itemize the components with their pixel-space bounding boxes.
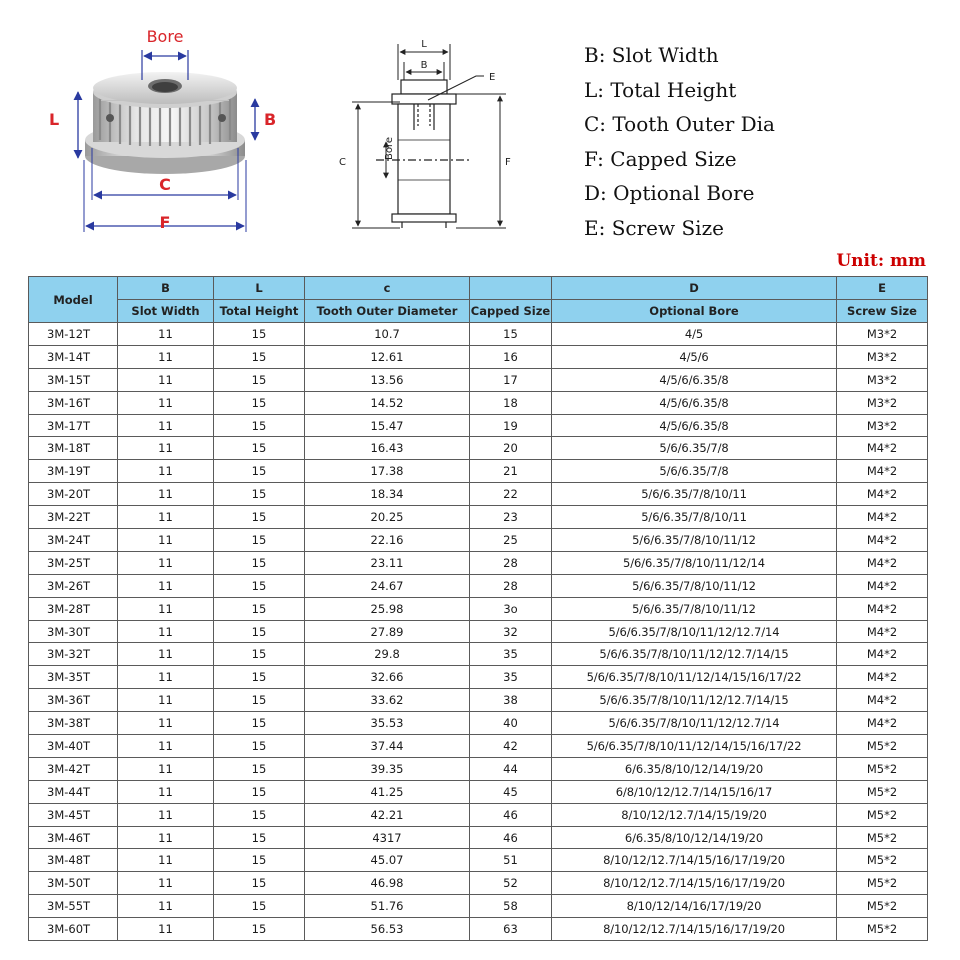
cell-model: 3M-15T (29, 368, 118, 391)
cell-total-height: 15 (214, 895, 305, 918)
cell-capped-size: 45 (470, 780, 552, 803)
header-f-blank (470, 277, 552, 300)
header-d: D (552, 277, 837, 300)
cell-slot-width: 11 (118, 689, 214, 712)
header-e: E (837, 277, 928, 300)
cell-total-height: 15 (214, 918, 305, 941)
pulley-photo (85, 72, 245, 174)
table-row (29, 483, 928, 506)
legend-optional-bore: D: Optional Bore (584, 181, 755, 206)
cell-total-height: 15 (214, 826, 305, 849)
cell-screw-size: M5*2 (837, 735, 928, 758)
cell-model: 3M-25T (29, 551, 118, 574)
cell-model: 3M-32T (29, 643, 118, 666)
cell-tooth-outer-diameter: 32.66 (305, 666, 470, 689)
cell-screw-size: M5*2 (837, 803, 928, 826)
cell-optional-bore: 4/5/6/6.35/8 (552, 414, 837, 437)
cell-optional-bore: 5/6/6.35/7/8/10/11 (552, 506, 837, 529)
cell-tooth-outer-diameter: 25.98 (305, 597, 470, 620)
cell-model: 3M-45T (29, 803, 118, 826)
cell-optional-bore: 5/6/6.35/7/8/10/11/12/14 (552, 551, 837, 574)
cell-screw-size: M3*2 (837, 391, 928, 414)
cell-capped-size: 46 (470, 826, 552, 849)
cell-screw-size: M5*2 (837, 895, 928, 918)
cell-slot-width: 11 (118, 323, 214, 346)
cell-total-height: 15 (214, 574, 305, 597)
cell-capped-size: 28 (470, 551, 552, 574)
cell-screw-size: M4*2 (837, 551, 928, 574)
cell-model: 3M-60T (29, 918, 118, 941)
cell-screw-size: M4*2 (837, 483, 928, 506)
table-row (29, 437, 928, 460)
center-f-label: F (505, 157, 511, 168)
cell-tooth-outer-diameter: 33.62 (305, 689, 470, 712)
cell-slot-width: 11 (118, 437, 214, 460)
cell-model: 3M-26T (29, 574, 118, 597)
cell-capped-size: 40 (470, 712, 552, 735)
cell-capped-size: 17 (470, 368, 552, 391)
cell-model: 3M-50T (29, 872, 118, 895)
cell-total-height: 15 (214, 345, 305, 368)
table-row (29, 643, 928, 666)
cell-screw-size: M4*2 (837, 643, 928, 666)
f-label: F (159, 213, 171, 232)
cell-optional-bore: 5/6/6.35/7/8/10/11/12/14/15/16/17/22 (552, 735, 837, 758)
cell-optional-bore: 4/5/6/6.35/8 (552, 368, 837, 391)
cell-slot-width: 11 (118, 757, 214, 780)
cell-slot-width: 11 (118, 666, 214, 689)
header-b: B (118, 277, 214, 300)
center-bore-label: Bore (384, 136, 395, 160)
cell-tooth-outer-diameter: 35.53 (305, 712, 470, 735)
cell-screw-size: M4*2 (837, 460, 928, 483)
cell-tooth-outer-diameter: 17.38 (305, 460, 470, 483)
cell-screw-size: M5*2 (837, 826, 928, 849)
cell-capped-size: 44 (470, 757, 552, 780)
cell-model: 3M-22T (29, 506, 118, 529)
cell-tooth-outer-diameter: 20.25 (305, 506, 470, 529)
cell-tooth-outer-diameter: 42.21 (305, 803, 470, 826)
cell-capped-size: 18 (470, 391, 552, 414)
table-row (29, 735, 928, 758)
cell-tooth-outer-diameter: 4317 (305, 826, 470, 849)
legend-total-height: L: Total Height (584, 77, 737, 102)
cell-tooth-outer-diameter: 13.56 (305, 368, 470, 391)
cell-tooth-outer-diameter: 41.25 (305, 780, 470, 803)
cell-total-height: 15 (214, 735, 305, 758)
cell-capped-size: 58 (470, 895, 552, 918)
cell-slot-width: 11 (118, 643, 214, 666)
cell-slot-width: 11 (118, 803, 214, 826)
cell-total-height: 15 (214, 620, 305, 643)
table-row (29, 826, 928, 849)
cell-capped-size: 63 (470, 918, 552, 941)
table-row (29, 918, 928, 941)
table-row (29, 895, 928, 918)
cell-slot-width: 11 (118, 780, 214, 803)
cell-capped-size: 22 (470, 483, 552, 506)
cell-total-height: 15 (214, 323, 305, 346)
cell-optional-bore: 6/8/10/12/12.7/14/15/16/17 (552, 780, 837, 803)
cell-optional-bore: 8/10/12/14/16/17/19/20 (552, 895, 837, 918)
cell-tooth-outer-diameter: 27.89 (305, 620, 470, 643)
cell-optional-bore: 4/5/6 (552, 345, 837, 368)
cell-capped-size: 23 (470, 506, 552, 529)
cell-model: 3M-24T (29, 529, 118, 552)
table-row (29, 597, 928, 620)
cell-total-height: 15 (214, 506, 305, 529)
table-row (29, 780, 928, 803)
cell-capped-size: 52 (470, 872, 552, 895)
header-model: Model (29, 277, 118, 323)
cell-slot-width: 11 (118, 735, 214, 758)
cell-model: 3M-28T (29, 597, 118, 620)
cell-screw-size: M4*2 (837, 666, 928, 689)
cell-optional-bore: 5/6/6.35/7/8/10/11/12/12.7/14 (552, 620, 837, 643)
cell-slot-width: 11 (118, 551, 214, 574)
table-row (29, 574, 928, 597)
center-l-label: L (421, 39, 427, 50)
cell-tooth-outer-diameter: 37.44 (305, 735, 470, 758)
cell-model: 3M-55T (29, 895, 118, 918)
cell-total-height: 15 (214, 872, 305, 895)
cell-slot-width: 11 (118, 849, 214, 872)
table-body (29, 323, 928, 941)
cell-total-height: 15 (214, 780, 305, 803)
cell-model: 3M-17T (29, 414, 118, 437)
cell-tooth-outer-diameter: 16.43 (305, 437, 470, 460)
cell-total-height: 15 (214, 483, 305, 506)
cell-screw-size: M5*2 (837, 780, 928, 803)
cell-optional-bore: 5/6/6.35/7/8/10/11/12 (552, 574, 837, 597)
cell-slot-width: 11 (118, 597, 214, 620)
cell-model: 3M-40T (29, 735, 118, 758)
cell-slot-width: 11 (118, 483, 214, 506)
cell-screw-size: M3*2 (837, 368, 928, 391)
cell-capped-size: 19 (470, 414, 552, 437)
table-row (29, 529, 928, 552)
cell-total-height: 15 (214, 529, 305, 552)
cell-model: 3M-36T (29, 689, 118, 712)
cell-slot-width: 11 (118, 895, 214, 918)
cell-capped-size: 51 (470, 849, 552, 872)
table-header (29, 277, 928, 323)
table-row (29, 757, 928, 780)
b-label: B (264, 110, 277, 129)
cell-optional-bore: 8/10/12/12.7/14/15/19/20 (552, 803, 837, 826)
cell-capped-size: 28 (470, 574, 552, 597)
cell-screw-size: M5*2 (837, 849, 928, 872)
cell-screw-size: M4*2 (837, 574, 928, 597)
cell-total-height: 15 (214, 689, 305, 712)
cell-slot-width: 11 (118, 872, 214, 895)
cell-optional-bore: 5/6/6.35/7/8/10/11 (552, 483, 837, 506)
cell-optional-bore: 6/6.35/8/10/12/14/19/20 (552, 757, 837, 780)
table-row (29, 391, 928, 414)
cell-total-height: 15 (214, 757, 305, 780)
cell-model: 3M-12T (29, 323, 118, 346)
cell-model: 3M-14T (29, 345, 118, 368)
cell-total-height: 15 (214, 666, 305, 689)
cell-tooth-outer-diameter: 18.34 (305, 483, 470, 506)
cell-capped-size: 42 (470, 735, 552, 758)
table-row (29, 803, 928, 826)
cell-model: 3M-42T (29, 757, 118, 780)
cell-slot-width: 11 (118, 620, 214, 643)
cell-model: 3M-44T (29, 780, 118, 803)
cell-model: 3M-35T (29, 666, 118, 689)
cell-screw-size: M4*2 (837, 529, 928, 552)
cell-tooth-outer-diameter: 23.11 (305, 551, 470, 574)
legend-screw-size: E: Screw Size (584, 215, 724, 240)
center-b-label: B (420, 60, 428, 71)
cell-capped-size: 16 (470, 345, 552, 368)
cell-screw-size: M4*2 (837, 597, 928, 620)
cell-tooth-outer-diameter: 24.67 (305, 574, 470, 597)
cell-slot-width: 11 (118, 506, 214, 529)
cell-screw-size: M4*2 (837, 437, 928, 460)
table-row (29, 551, 928, 574)
header-tooth-outer-diameter: Tooth Outer Diameter (305, 300, 470, 323)
table-row (29, 666, 928, 689)
cell-capped-size: 35 (470, 643, 552, 666)
center-e-label: E (489, 72, 496, 83)
unit-label: Unit: mm (836, 251, 926, 271)
table-row (29, 414, 928, 437)
legend-capped-size: F: Capped Size (584, 146, 737, 171)
cell-optional-bore: 4/5 (552, 323, 837, 346)
cell-screw-size: M3*2 (837, 414, 928, 437)
cell-total-height: 15 (214, 391, 305, 414)
cell-slot-width: 11 (118, 826, 214, 849)
table-row (29, 345, 928, 368)
cell-tooth-outer-diameter: 29.8 (305, 643, 470, 666)
cell-total-height: 15 (214, 368, 305, 391)
cell-screw-size: M5*2 (837, 757, 928, 780)
table-row (29, 849, 928, 872)
cell-slot-width: 11 (118, 918, 214, 941)
cell-capped-size: 35 (470, 666, 552, 689)
center-c-label: C (339, 157, 346, 168)
cell-optional-bore: 8/10/12/12.7/14/15/16/17/19/20 (552, 849, 837, 872)
cell-capped-size: 15 (470, 323, 552, 346)
pulley-diagrams (0, 0, 580, 265)
table-row (29, 368, 928, 391)
cell-total-height: 15 (214, 643, 305, 666)
header-total-height: Total Height (214, 300, 305, 323)
cell-screw-size: M3*2 (837, 345, 928, 368)
cell-screw-size: M4*2 (837, 620, 928, 643)
cell-tooth-outer-diameter: 46.98 (305, 872, 470, 895)
cell-model: 3M-48T (29, 849, 118, 872)
cell-capped-size: 46 (470, 803, 552, 826)
cell-slot-width: 11 (118, 460, 214, 483)
header-slot-width: Slot Width (118, 300, 214, 323)
l-label: L (49, 110, 60, 129)
cell-total-height: 15 (214, 414, 305, 437)
cell-capped-size: 32 (470, 620, 552, 643)
table-row (29, 689, 928, 712)
cell-tooth-outer-diameter: 51.76 (305, 895, 470, 918)
c-label: C (159, 175, 171, 194)
cell-total-height: 15 (214, 437, 305, 460)
cell-optional-bore: 5/6/6.35/7/8/10/11/12 (552, 529, 837, 552)
cell-optional-bore: 8/10/12/12.7/14/15/16/17/19/20 (552, 918, 837, 941)
spec-table (28, 276, 928, 941)
cell-optional-bore: 5/6/6.35/7/8/10/11/12/14/15/16/17/22 (552, 666, 837, 689)
cell-slot-width: 11 (118, 414, 214, 437)
cell-capped-size: 25 (470, 529, 552, 552)
cell-optional-bore: 5/6/6.35/7/8/10/11/12/12.7/14 (552, 712, 837, 735)
cell-capped-size: 3o (470, 597, 552, 620)
cell-tooth-outer-diameter: 45.07 (305, 849, 470, 872)
cell-capped-size: 20 (470, 437, 552, 460)
cell-slot-width: 11 (118, 391, 214, 414)
cell-optional-bore: 5/6/6.35/7/8 (552, 460, 837, 483)
cell-tooth-outer-diameter: 22.16 (305, 529, 470, 552)
cell-optional-bore: 4/5/6/6.35/8 (552, 391, 837, 414)
legend-slot-width: B: Slot Width (584, 43, 719, 67)
table-row (29, 323, 928, 346)
cell-tooth-outer-diameter: 10.7 (305, 323, 470, 346)
cell-optional-bore: 6/6.35/8/10/12/14/19/20 (552, 826, 837, 849)
cell-total-height: 15 (214, 597, 305, 620)
cell-tooth-outer-diameter: 15.47 (305, 414, 470, 437)
cell-optional-bore: 5/6/6.35/7/8 (552, 437, 837, 460)
cell-total-height: 15 (214, 803, 305, 826)
cell-model: 3M-16T (29, 391, 118, 414)
table-row (29, 506, 928, 529)
table-row (29, 712, 928, 735)
cell-optional-bore: 5/6/6.35/7/8/10/11/12/12.7/14/15 (552, 643, 837, 666)
bore-label: Bore (146, 27, 184, 46)
cell-tooth-outer-diameter: 56.53 (305, 918, 470, 941)
cell-total-height: 15 (214, 551, 305, 574)
cell-model: 3M-30T (29, 620, 118, 643)
cell-screw-size: M4*2 (837, 506, 928, 529)
cell-optional-bore: 8/10/12/12.7/14/15/16/17/19/20 (552, 872, 837, 895)
header-optional-bore: Optional Bore (552, 300, 837, 323)
cell-model: 3M-18T (29, 437, 118, 460)
cell-model: 3M-20T (29, 483, 118, 506)
cell-tooth-outer-diameter: 39.35 (305, 757, 470, 780)
header-capped-size: Capped Size (470, 300, 552, 323)
header-l: L (214, 277, 305, 300)
cell-model: 3M-38T (29, 712, 118, 735)
cell-optional-bore: 5/6/6.35/7/8/10/11/12 (552, 597, 837, 620)
legend-tooth-outer-dia: C: Tooth Outer Dia (584, 112, 775, 137)
cell-total-height: 15 (214, 460, 305, 483)
cell-tooth-outer-diameter: 14.52 (305, 391, 470, 414)
cell-screw-size: M5*2 (837, 918, 928, 941)
cell-total-height: 15 (214, 849, 305, 872)
cell-slot-width: 11 (118, 345, 214, 368)
cell-screw-size: M4*2 (837, 712, 928, 735)
header-c: c (305, 277, 470, 300)
table-row (29, 460, 928, 483)
cell-slot-width: 11 (118, 712, 214, 735)
cell-slot-width: 11 (118, 529, 214, 552)
cell-optional-bore: 5/6/6.35/7/8/10/11/12/12.7/14/15 (552, 689, 837, 712)
cell-screw-size: M5*2 (837, 872, 928, 895)
table-row (29, 620, 928, 643)
cell-capped-size: 21 (470, 460, 552, 483)
cell-slot-width: 11 (118, 368, 214, 391)
cell-model: 3M-19T (29, 460, 118, 483)
cell-slot-width: 11 (118, 574, 214, 597)
cell-total-height: 15 (214, 712, 305, 735)
cell-screw-size: M3*2 (837, 323, 928, 346)
cell-model: 3M-46T (29, 826, 118, 849)
diagram-area (0, 0, 960, 270)
table-row (29, 872, 928, 895)
cell-tooth-outer-diameter: 12.61 (305, 345, 470, 368)
dimension-legend (584, 38, 944, 246)
cell-capped-size: 38 (470, 689, 552, 712)
header-screw-size: Screw Size (837, 300, 928, 323)
cell-screw-size: M4*2 (837, 689, 928, 712)
